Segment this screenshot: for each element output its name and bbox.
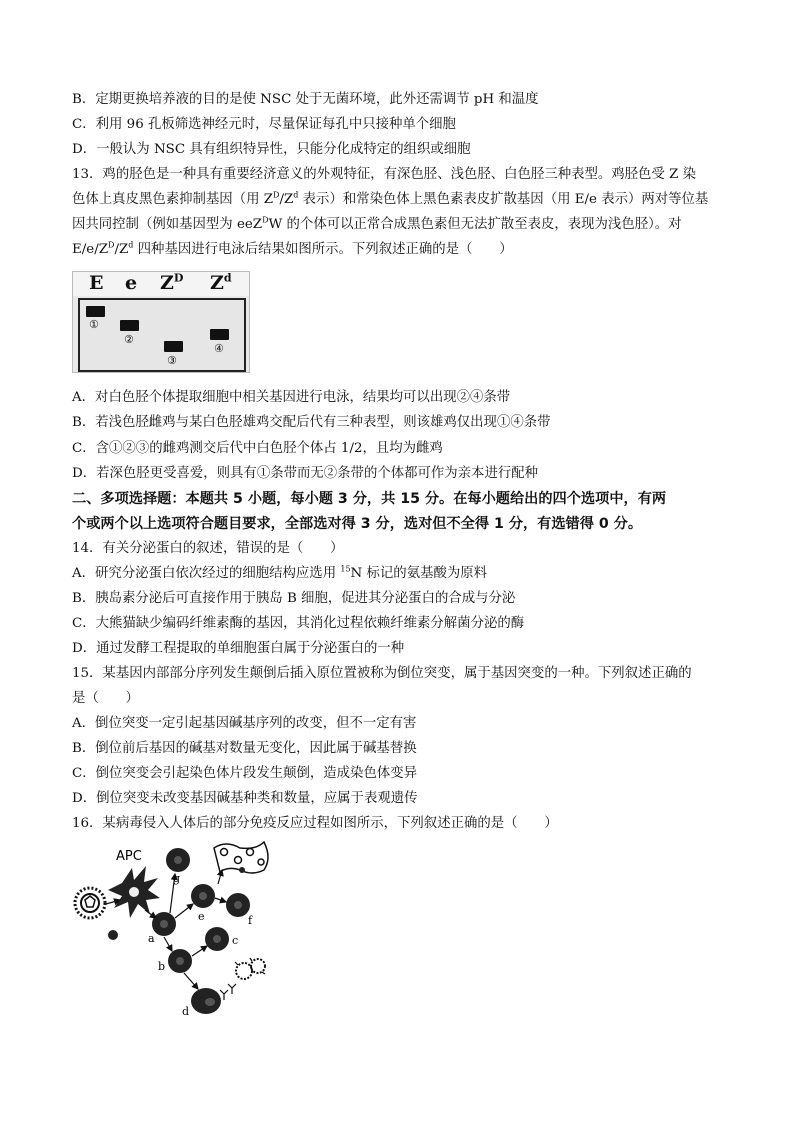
q13-option-a: A．对白色胫个体提取细胞中相关基因进行电泳，结果均可以出现②④条带: [72, 390, 511, 405]
lane-label-E: E: [89, 272, 104, 294]
virus-antibody-complex-icon: [235, 958, 265, 979]
small-antigen-icon: [108, 930, 118, 940]
label-a: a: [148, 932, 155, 945]
q14-option-b: B．胰岛素分泌后可直接作用于胰岛 B 细胞，促进其分泌蛋白的合成与分泌: [72, 591, 516, 606]
electrophoresis-figure: [72, 271, 250, 373]
label-f: f: [248, 914, 253, 927]
q14-stem: 14．有关分泌蛋白的叙述，错误的是（ ）: [72, 541, 344, 556]
q13-option-b: B．若浅色胫雌鸡与某白色胫雄鸡交配后代有三种表型，则该雄鸡仅出现①④条带: [72, 415, 551, 430]
q15-stem-line-1: 15．某基因内部部分序列发生颠倒后插入原位置被称为倒位突变，属于基因突变的一种。下列叙述正确的: [72, 666, 692, 681]
q13-stem-line-1: 13．鸡的胫色是一种具有重要经济意义的外观特征，有深色胫、浅色胫、白色胫三种表型。鸡胫色受 Z 染: [72, 167, 697, 182]
q14-option-c: C．大熊猫缺少编码纤维素酶的基因，其消化过程依赖纤维素分解菌分泌的酶: [72, 616, 525, 631]
section2-heading-line-2: 个或两个以上选项符合题目要求，全部选对得 3 分，选对但不全得 1 分，有选错得 0 分。: [72, 516, 643, 532]
band-2-label: ②: [124, 333, 134, 346]
section2-heading-line-1: 二、多项选择题：本题共 5 小题，每小题 3 分，共 15 分。在每小题给出的四个选项中，有两: [72, 491, 667, 507]
q14-option-a: A．研究分泌蛋白依次经过的细胞结构应选用 $^{15}$N 标记的氨基酸为原料: [72, 564, 488, 581]
q15-option-c: C．倒位突变会引起染色体片段发生颠倒，造成染色体变异: [72, 766, 418, 781]
lane-label-Zd: $Z^d$: [210, 271, 232, 294]
option-c-line: C．利用 96 孔板筛选神经元时，尽量保证每孔中只接种单个细胞: [72, 117, 456, 132]
q13-stem-line-4: $E/e/Z^D/Z^d$ 四种基因进行电泳后结果如图所示。下列叙述正确的是（ ）: [72, 240, 513, 257]
q13-stem-line-2: 色体上真皮黑色素抑制基因（用 $Z^D/Z^d$ 表示）和常染色体上黑色素表皮扩散基因（用 E/e 表示）两对等位基: [72, 190, 709, 207]
band-1-label: ①: [89, 318, 99, 331]
q15-option-d: D．倒位突变未改变基因碱基种类和数量，应属于表观遗传: [72, 791, 418, 806]
label-g: g: [173, 872, 181, 885]
target-cell-icon: [214, 842, 268, 873]
q15-option-a: A．倒位突变一定引起基因碱基序列的改变，但不一定有害: [72, 716, 417, 731]
band-4: [210, 329, 229, 340]
band-3-label: ③: [167, 354, 177, 367]
option-b-line: B．定期更换培养液的目的是使 NSC 处于无菌环境，此外还需调节 pH 和温度: [72, 92, 539, 107]
band-3: [164, 341, 183, 352]
label-c: c: [232, 934, 239, 947]
q14-option-d: D．通过发酵工程提取的单细胞蛋白属于分泌蛋白的一种: [72, 641, 405, 656]
apc-label: APC: [116, 849, 142, 864]
q15-stem-line-2: 是（ ）: [72, 691, 139, 706]
gel-box: [78, 298, 246, 372]
virus-icon: [75, 888, 105, 918]
lane-label-ZD: $Z^D$: [160, 271, 184, 294]
q13-option-c: C．含①②③的雌鸡测交后代中白色胫个体占 1/2，且均为雌鸡: [72, 441, 443, 456]
antibody-icon: [220, 984, 236, 1000]
label-b: b: [158, 960, 166, 973]
immune-response-figure: [72, 838, 287, 1023]
label-e: e: [198, 910, 205, 923]
apc-cell-icon: [108, 866, 160, 918]
lane-label-e: e: [125, 272, 138, 294]
q15-option-b: B．倒位前后基因的碱基对数量无变化，因此属于碱基替换: [72, 741, 417, 756]
q16-stem: 16．某病毒侵入人体后的部分免疫反应过程如图所示，下列叙述正确的是（ ）: [72, 816, 558, 831]
option-d-line: D．一般认为 NSC 具有组织特异性，只能分化成特定的组织或细胞: [72, 142, 471, 157]
q13-option-d: D．若深色胫更受喜爱，则具有①条带而无②条带的个体都可作为亲本进行配种: [72, 466, 539, 481]
q13-stem-line-3: 因共同控制（例如基因型为 eeZ$^D$W 的个体可以正常合成黑色素但无法扩散至表皮，表现为浅色胫）。对: [72, 215, 682, 232]
band-1: [86, 306, 105, 317]
band-4-label: ④: [214, 342, 224, 355]
band-2: [120, 320, 139, 331]
label-d: d: [182, 1005, 190, 1018]
